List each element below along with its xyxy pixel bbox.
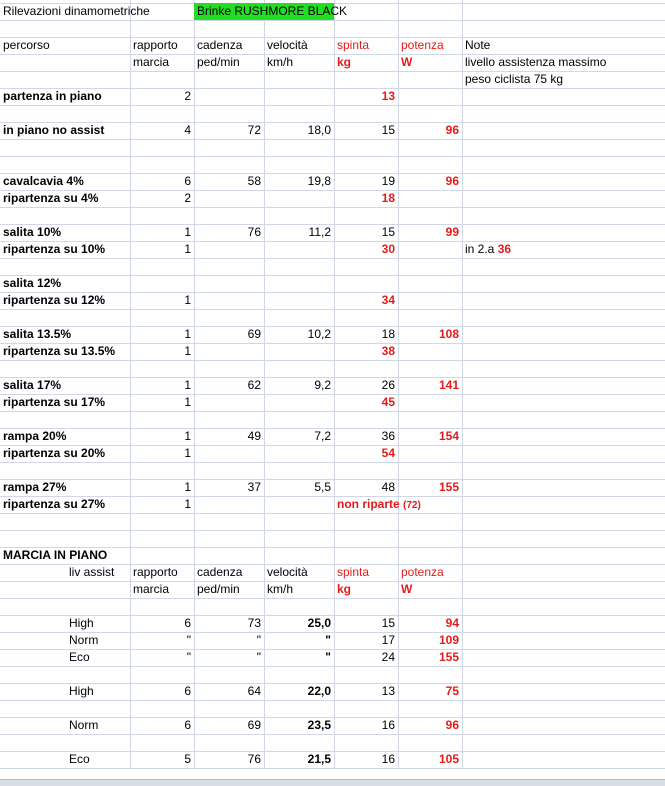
cell[interactable]: " xyxy=(325,650,331,664)
cell[interactable]: ripartenza su 4% xyxy=(3,191,99,205)
cell[interactable]: 49 xyxy=(247,429,261,443)
cell[interactable]: salita 10% xyxy=(3,225,62,239)
cell[interactable]: Eco xyxy=(69,650,90,664)
cell[interactable]: ripartenza su 12% xyxy=(3,293,106,307)
cell[interactable]: 38 xyxy=(381,344,395,358)
cell[interactable]: rapporto xyxy=(133,565,178,579)
cell[interactable]: percorso xyxy=(3,38,50,52)
cell[interactable]: 6 xyxy=(184,718,191,732)
cell[interactable]: ripartenza su 27% xyxy=(3,497,106,511)
cell[interactable]: ripartenza su 10% xyxy=(3,242,106,256)
cell[interactable]: 6 xyxy=(184,616,191,630)
cell[interactable]: 109 xyxy=(438,633,459,647)
cell[interactable]: 76 xyxy=(247,752,261,766)
cell[interactable]: 76 xyxy=(247,225,261,239)
cell[interactable]: 37 xyxy=(247,480,261,494)
cell[interactable]: livello assistenza massimo xyxy=(465,55,607,69)
cell[interactable]: 1 xyxy=(184,327,191,341)
cell[interactable]: 36 xyxy=(381,429,395,443)
cell[interactable]: 1 xyxy=(184,497,191,511)
cell[interactable]: 154 xyxy=(438,429,459,443)
cell[interactable]: " xyxy=(256,633,261,647)
cell[interactable]: marcia xyxy=(133,55,170,69)
cell[interactable]: 17 xyxy=(381,633,395,647)
cell[interactable]: 58 xyxy=(247,174,261,188)
cell[interactable]: 18 xyxy=(381,191,395,205)
cell[interactable]: 1 xyxy=(184,293,191,307)
cell[interactable]: 72 xyxy=(247,123,261,137)
cell[interactable]: 1 xyxy=(184,480,191,494)
cell[interactable]: " xyxy=(186,633,191,647)
cell[interactable]: cadenza xyxy=(197,565,243,579)
cell[interactable]: 26 xyxy=(381,378,395,392)
cell[interactable]: Norm xyxy=(69,633,99,647)
cell[interactable]: 34 xyxy=(381,293,395,307)
cell[interactable]: velocità xyxy=(267,38,308,52)
cell[interactable]: " xyxy=(325,633,331,647)
cell[interactable]: 13 xyxy=(381,684,395,698)
cell[interactable]: 2 xyxy=(184,89,191,103)
cell-text-part: in 2.a xyxy=(465,242,498,256)
cell[interactable]: 7,2 xyxy=(314,429,331,443)
cell-text-part: 36 xyxy=(497,242,512,256)
cell[interactable]: 1 xyxy=(184,429,191,443)
cell[interactable]: 1 xyxy=(184,344,191,358)
cell[interactable]: 54 xyxy=(381,446,395,460)
cell[interactable]: 1 xyxy=(184,395,191,409)
cell[interactable]: 96 xyxy=(445,123,459,137)
cell[interactable]: Rilevazioni dinamometriche xyxy=(3,4,150,18)
cell[interactable]: ripartenza su 17% xyxy=(3,395,106,409)
cell[interactable]: W xyxy=(401,55,413,69)
cell[interactable]: velocità xyxy=(267,565,308,579)
cell[interactable]: 96 xyxy=(445,718,459,732)
cell[interactable]: 108 xyxy=(438,327,459,341)
cell[interactable]: 16 xyxy=(381,752,395,766)
cell[interactable]: 16 xyxy=(381,718,395,732)
cell[interactable]: cadenza xyxy=(197,38,243,52)
cell[interactable]: spinta xyxy=(337,38,370,52)
cell[interactable]: 64 xyxy=(247,684,261,698)
cell[interactable] xyxy=(334,496,421,513)
cell[interactable]: " xyxy=(256,650,261,664)
cell[interactable]: MARCIA IN PIANO xyxy=(3,548,108,562)
cell[interactable]: km/h xyxy=(267,55,294,69)
cell[interactable]: 4 xyxy=(184,123,191,137)
cell[interactable]: 141 xyxy=(438,378,459,392)
cell[interactable]: potenza xyxy=(401,565,444,579)
cell[interactable]: 155 xyxy=(438,650,459,664)
cell[interactable]: 94 xyxy=(445,616,459,630)
cell[interactable]: 62 xyxy=(247,378,261,392)
cell[interactable]: 23,5 xyxy=(307,718,331,732)
cell[interactable]: peso ciclista 75 kg xyxy=(465,72,564,86)
cell[interactable]: spinta xyxy=(337,565,370,579)
cell[interactable]: Eco xyxy=(69,752,90,766)
cell[interactable]: 69 xyxy=(247,327,261,341)
cell[interactable]: cavalcavia 4% xyxy=(3,174,84,188)
cell[interactable]: High xyxy=(69,616,94,630)
cell[interactable]: 30 xyxy=(381,242,395,256)
cell[interactable]: " xyxy=(186,650,191,664)
cell[interactable]: 15 xyxy=(381,123,395,137)
cell[interactable]: 45 xyxy=(381,395,395,409)
cell[interactable]: 99 xyxy=(445,225,459,239)
cell[interactable]: kg xyxy=(337,582,352,596)
cell[interactable]: 155 xyxy=(438,480,459,494)
cell[interactable]: 69 xyxy=(247,718,261,732)
cell[interactable]: km/h xyxy=(267,582,294,596)
cell[interactable]: 13 xyxy=(381,89,395,103)
cell[interactable]: liv assist xyxy=(69,565,115,579)
cell[interactable]: 48 xyxy=(381,480,395,494)
cell[interactable]: 75 xyxy=(445,684,459,698)
cell[interactable]: ped/min xyxy=(197,582,240,596)
cell[interactable]: 96 xyxy=(445,174,459,188)
cell[interactable]: 18,0 xyxy=(307,123,331,137)
cell[interactable]: 11,2 xyxy=(308,225,331,239)
cell[interactable]: salita 12% xyxy=(3,276,62,290)
horizontal-scrollbar[interactable] xyxy=(0,779,665,786)
cell[interactable]: 105 xyxy=(438,752,459,766)
cell[interactable]: 15 xyxy=(381,225,395,239)
cell[interactable]: 1 xyxy=(184,242,191,256)
cell[interactable]: 5,5 xyxy=(314,480,331,494)
cell[interactable]: 1 xyxy=(184,378,191,392)
cell[interactable]: 1 xyxy=(184,225,191,239)
cell[interactable]: 22,0 xyxy=(307,684,331,698)
cell[interactable]: 6 xyxy=(184,174,191,188)
cell[interactable]: salita 13.5% xyxy=(3,327,72,341)
cell[interactable]: potenza xyxy=(401,38,444,52)
cell[interactable]: kg xyxy=(337,55,352,69)
cell[interactable]: 1 xyxy=(184,446,191,460)
cell[interactable]: rampa 20% xyxy=(3,429,67,443)
cell[interactable]: marcia xyxy=(133,582,170,596)
cell[interactable]: salita 17% xyxy=(3,378,62,392)
cell[interactable]: 19 xyxy=(381,174,395,188)
cell[interactable]: 19,8 xyxy=(307,174,331,188)
cell[interactable]: 2 xyxy=(184,191,191,205)
cell[interactable]: Note xyxy=(465,38,491,52)
cell[interactable]: 5 xyxy=(184,752,191,766)
cell[interactable]: rapporto xyxy=(133,38,178,52)
cell[interactable]: 18 xyxy=(381,327,395,341)
cell[interactable]: Brinke RUSHMORE BLACK xyxy=(194,3,334,20)
cell[interactable]: rampa 27% xyxy=(3,480,67,494)
cell[interactable]: W xyxy=(401,582,413,596)
cell[interactable]: ripartenza su 13.5% xyxy=(3,344,116,358)
cell[interactable]: 10,2 xyxy=(307,327,331,341)
cell[interactable]: 21,5 xyxy=(307,752,331,766)
cell[interactable]: Norm xyxy=(69,718,99,732)
cell-text-part: (72) xyxy=(403,500,421,511)
cell[interactable] xyxy=(462,241,665,258)
cell[interactable]: 73 xyxy=(247,616,261,630)
cell[interactable]: in piano no assist xyxy=(3,123,105,137)
cell[interactable]: 25,0 xyxy=(307,616,331,630)
cell[interactable]: 15 xyxy=(381,616,395,630)
cell[interactable]: ripartenza su 20% xyxy=(3,446,106,460)
cell[interactable]: 9,2 xyxy=(314,378,331,392)
cell[interactable]: partenza in piano xyxy=(3,89,102,103)
cell[interactable]: 24 xyxy=(381,650,395,664)
cell[interactable]: ped/min xyxy=(197,55,240,69)
cell-text-part: non riparte xyxy=(337,497,404,511)
cell[interactable]: High xyxy=(69,684,94,698)
cell[interactable]: 6 xyxy=(184,684,191,698)
